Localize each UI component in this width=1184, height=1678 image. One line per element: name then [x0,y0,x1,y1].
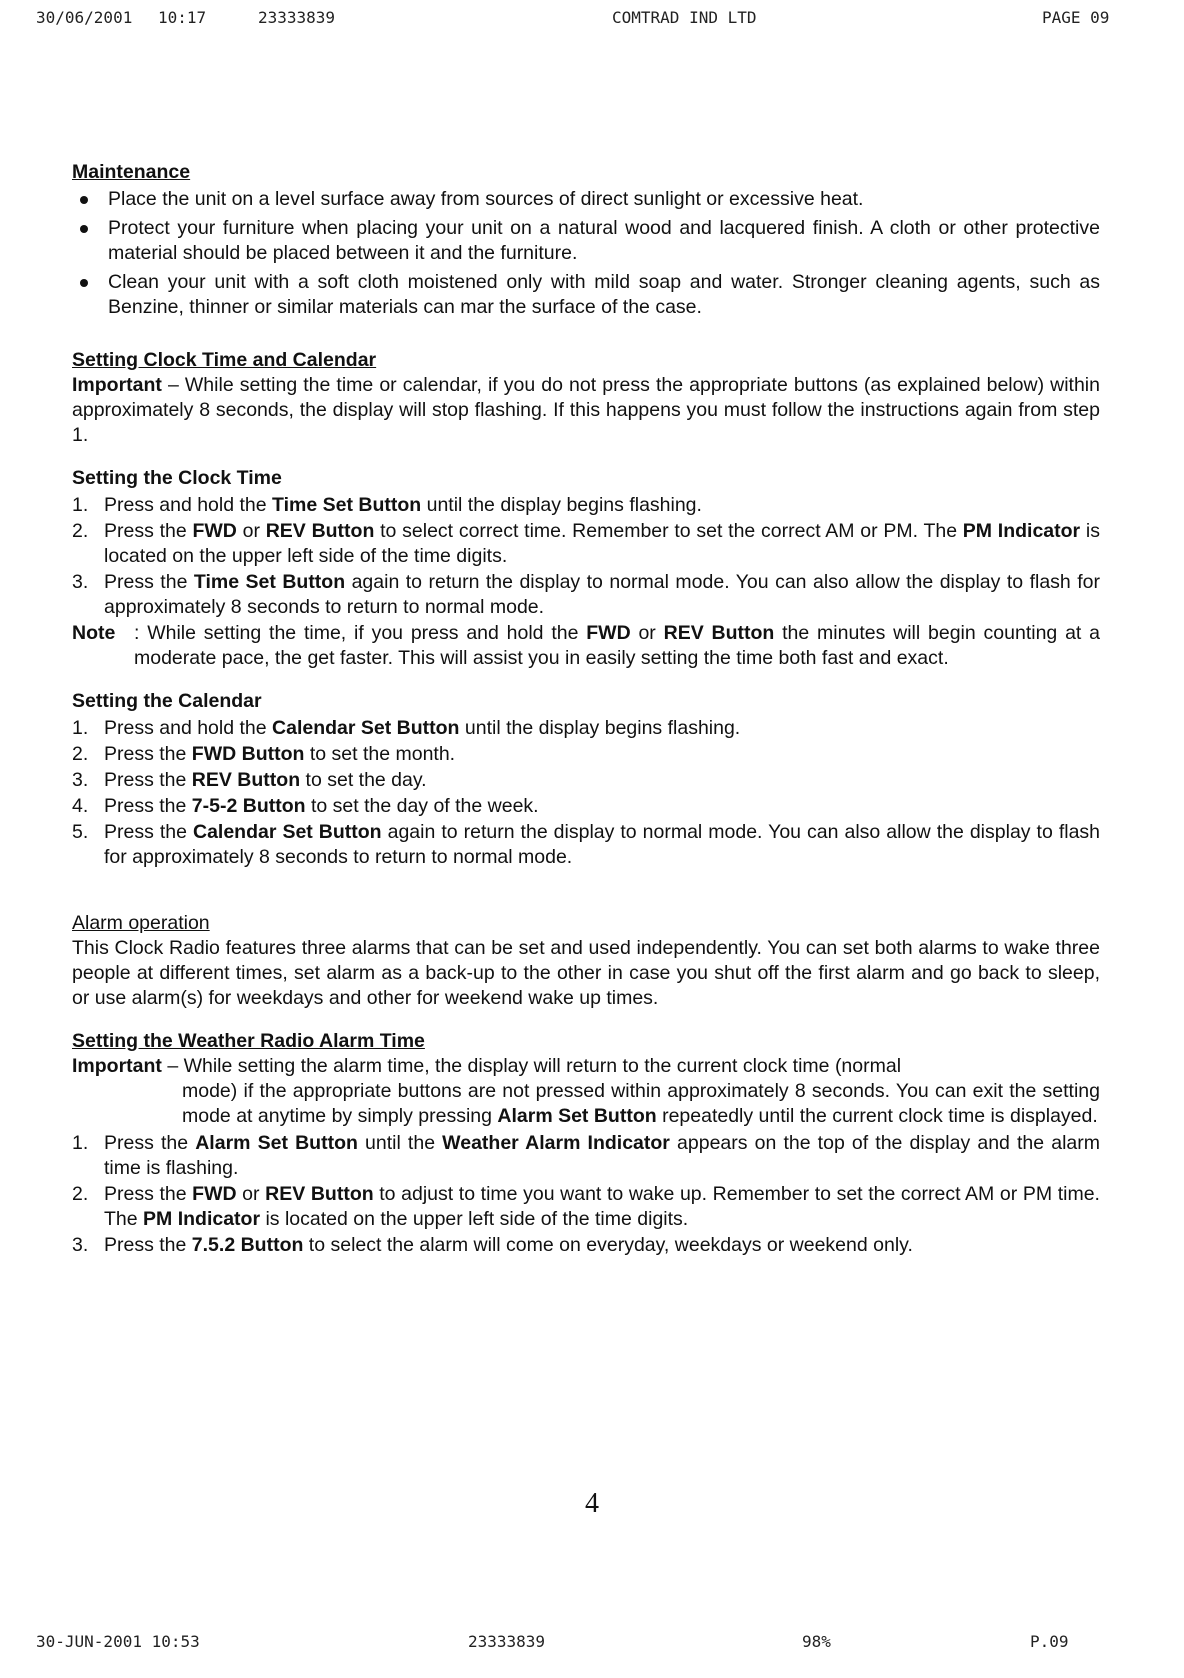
list-item: 3. Press the REV Button to set the day. [72,769,427,791]
list-item [72,570,1100,620]
maintenance-list [72,187,1100,320]
step-text: Press the FWD or REV Button to select correct time. Remember to set the correct AM or PM. The PM Indicator is located on the upper left side of the time digits. [104,520,1100,567]
fax-page: PAGE 09 [1042,8,1110,27]
calendar-section [72,689,1100,870]
clock-time-section [72,466,1100,671]
weather-alarm-section [72,1029,1100,1258]
list-item: 2. Press the FWD or REV Button to adjust to time you want to wake up. Remember to set the correct AM or PM time. The PM Indicator is located on the upper left side of the time digits. [72,1183,1100,1230]
list-item [72,519,1100,569]
page-number: 4 [585,1488,599,1519]
alarm-operation-section [72,911,1100,1011]
fax-number: 23333839 [258,8,336,27]
important-paragraph: Important – While setting the alarm time, the display will return to the current clock time (normal [72,1055,902,1077]
weather-alarm-steps [72,1131,1100,1258]
fax-footer-datetime: 30-JUN-2001 10:53 [36,1632,200,1651]
list-item: 5. Press the Calendar Set Button again to return the display to normal mode. You can also allow the display to flash for approximately 8 seconds to return to normal mode. [72,821,1101,868]
list-item: Clean your unit with a soft cloth moistened only with mild soap and water. Stronger cleaning agents, such as Benzine, thinner or similar materials can mar the surface of the case. [72,270,1100,320]
clock-calendar-section [72,348,1100,448]
note-text: : While setting the time, if you press and hold the FWD or REV Button the minutes will begin counting at a moderate pace, the get faster. This will assist you in easily setting the time both fast and exact. [134,622,1100,669]
list-item: 4. Press the 7-5-2 Button to set the day of the week. [72,795,539,817]
important-continuation: mode) if the appropriate buttons are not pressed within approximately 8 seconds. You can exit the setting mode at anytime by simply pressing Alarm Set Button repeatedly until the current clock time is displayed. [182,1080,1100,1127]
important-label: Important [72,374,162,396]
step-text: Press the Time Set Button again to return the display to normal mode. You can also allow the display to flash for approximately 8 seconds to return to normal mode. [104,571,1100,618]
important-text: – While setting the time or calendar, if you do not press the appropriate buttons (as explained below) within approximately 8 seconds, the display will stop flashing. If this happens you must follow the instructions again from step 1. [72,374,1100,446]
clock-calendar-heading: Setting Clock Time and Calendar [72,349,377,371]
calendar-heading: Setting the Calendar [72,690,262,712]
step-number: 1. [72,494,89,516]
calendar-steps [72,716,1100,870]
fax-footer-number: 23333839 [468,1632,546,1651]
document-body [72,160,1100,1259]
weather-alarm-heading: Setting the Weather Radio Alarm Time [72,1030,425,1052]
note [72,621,1100,671]
list-item: 2. Press the FWD Button to set the month. [72,743,456,765]
fax-footer-percent: 98% [802,1632,831,1651]
fax-footer-page: P.09 [1030,1632,1069,1651]
important-paragraph [72,373,1100,448]
note-label: Note [72,622,116,644]
list-item: 1. Press the Alarm Set Button until the Weather Alarm Indicator appears on the top of the display and the alarm time is flashing. [72,1132,1101,1179]
list-item: 1. Press and hold the Calendar Set Button until the display begins flashing. [72,717,741,739]
step-number: 3. [72,571,89,593]
maintenance-heading: Maintenance [72,161,191,183]
list-item [72,493,1100,518]
clock-time-heading: Setting the Clock Time [72,467,282,489]
list-item: Protect your furniture when placing your unit on a natural wood and lacquered finish. A cloth or other protective material should be placed between it and the furniture. [72,216,1100,266]
list-item: 3. Press the 7.5.2 Button to select the alarm will come on everyday, weekdays or weekend only. [72,1234,913,1256]
step-number: 2. [72,520,89,542]
list-item: Place the unit on a level surface away from sources of direct sunlight or excessive heat. [72,187,1100,212]
clock-time-steps [72,493,1100,620]
step-text: Press and hold the Time Set Button until the display begins flashing. [104,494,702,516]
alarm-operation-text: This Clock Radio features three alarms that can be set and used independently. You can set both alarms to wake three people at different times, set alarm as a back-up to the other in case you shut off the first alarm and go back to sleep, or use alarm(s) for weekdays and other for weekend wake up times. [72,937,1100,1009]
fax-company: COMTRAD IND LTD [612,8,757,27]
fax-time: 10:17 [158,8,207,27]
alarm-operation-heading: Alarm operation [72,912,210,934]
maintenance-section [72,160,1100,320]
fax-date: 30/06/2001 [36,8,133,27]
